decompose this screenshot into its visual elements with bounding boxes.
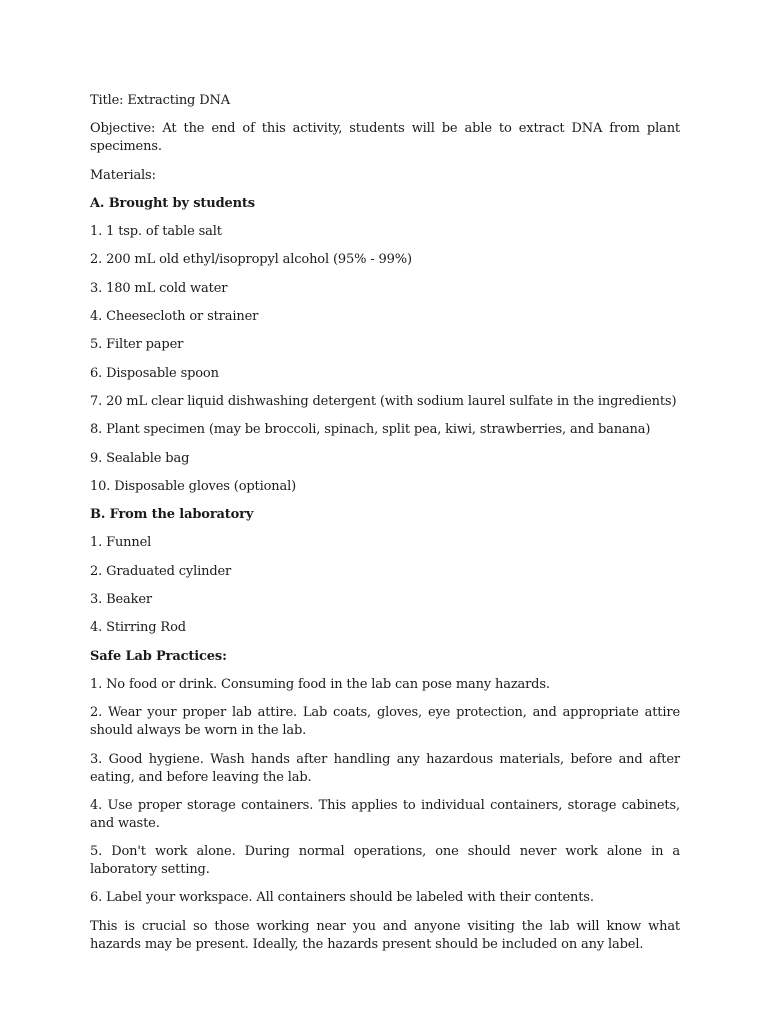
- list-item: 1. Funnel: [90, 535, 152, 551]
- closing-paragraph: This is crucial so those working near you and anyone visiting the lab will know what hazards may be present. Ideally, the hazards present should be included on any label.: [90, 918, 680, 952]
- section-a-heading: A. Brought by students: [90, 195, 255, 211]
- list-item: 5. Don't work alone. During normal operations, one should never work alone in a laboratory setting.: [90, 844, 680, 878]
- section-b-heading: B. From the laboratory: [90, 507, 254, 523]
- list-item: 8. Plant specimen (may be broccoli, spinach, split pea, kiwi, strawberries, and banana): [90, 422, 651, 438]
- list-item: 3. Good hygiene. Wash hands after handling any hazardous materials, before and after eating, and before leaving the lab.: [90, 751, 680, 785]
- list-item: 2. Wear your proper lab attire. Lab coats, gloves, eye protection, and appropriate attire should always be worn in the lab.: [90, 705, 680, 739]
- list-item: 3. Beaker: [90, 592, 152, 608]
- list-item: 4. Cheesecloth or strainer: [90, 309, 259, 325]
- materials-label: Materials:: [90, 167, 156, 183]
- list-item: 1. 1 tsp. of table salt: [90, 224, 222, 240]
- list-item: 2. Graduated cylinder: [90, 563, 232, 579]
- document-page: [90, 92, 680, 964]
- list-item: 10. Disposable gloves (optional): [90, 478, 297, 494]
- objective-text: Objective: At the end of this activity, students will be able to extract DNA from plant specimens.: [90, 121, 680, 155]
- list-item: 4. Stirring Rod: [90, 620, 186, 636]
- list-item: 1. No food or drink. Consuming food in the lab can pose many hazards.: [90, 676, 550, 692]
- list-item: 6. Label your workspace. All containers should be labeled with their contents.: [90, 890, 594, 906]
- safe-lab-heading: Safe Lab Practices:: [90, 648, 227, 664]
- list-item: 4. Use proper storage containers. This applies to individual containers, storage cabinets, and waste.: [90, 797, 680, 831]
- list-item: 2. 200 mL old ethyl/isopropyl alcohol (95% - 99%): [90, 252, 412, 268]
- document-title: Title: Extracting DNA: [90, 93, 230, 108]
- list-item: 3. 180 mL cold water: [90, 280, 228, 296]
- list-item: 9. Sealable bag: [90, 450, 190, 466]
- list-item: 7. 20 mL clear liquid dishwashing detergent (with sodium laurel sulfate in the ingredients): [90, 393, 677, 409]
- list-item: 6. Disposable spoon: [90, 365, 219, 381]
- list-item: 5. Filter paper: [90, 337, 184, 353]
